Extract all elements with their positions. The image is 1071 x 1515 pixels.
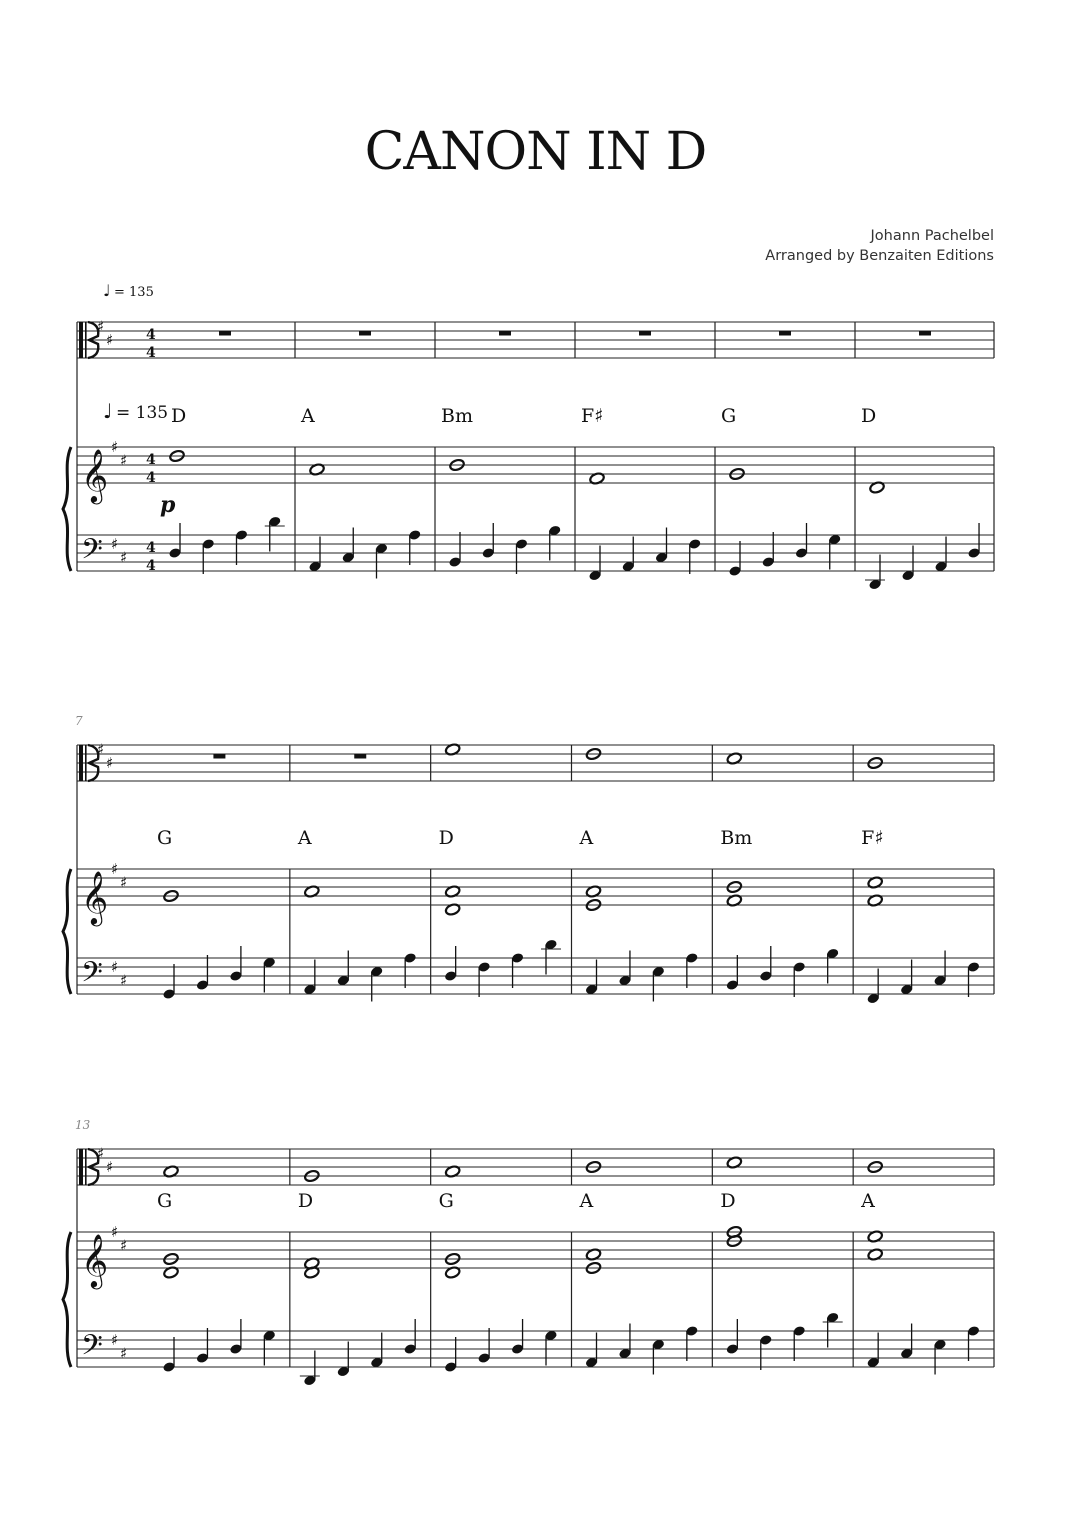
chord-symbol: F♯ [861, 827, 884, 849]
tempo-text: = 135 [116, 403, 169, 423]
treble-clef-icon: 𝄞 [81, 448, 109, 502]
bass-clef-icon: 𝄢 [81, 533, 103, 573]
chord-symbol: D [861, 405, 877, 427]
chord-symbol: A [301, 405, 315, 427]
chord-symbol: G [721, 405, 737, 427]
whole-rest [779, 331, 791, 336]
time-sig-top: 4 [146, 452, 156, 468]
treble-staff [77, 1232, 994, 1268]
whole-rest [219, 331, 231, 336]
treble-staff [77, 869, 994, 905]
chord-symbol: A [579, 1190, 594, 1212]
sharp-icon: ♯ [111, 438, 119, 456]
sharp-icon: ♯ [97, 740, 105, 759]
arranger: Arranged by Benzaiten Editions [765, 248, 994, 264]
sharp-icon: ♯ [97, 1144, 105, 1163]
time-sig-bottom: 4 [146, 345, 156, 361]
viola-staff [77, 1149, 994, 1185]
whole-rest [354, 754, 366, 759]
sharp-icon: ♯ [97, 317, 105, 336]
time-sig-top: 4 [146, 327, 156, 343]
chord-symbol: G [157, 1190, 173, 1212]
chord-symbol: A [861, 1190, 875, 1212]
sharp-icon: ♯ [111, 1223, 119, 1241]
chord-symbol: D [438, 827, 454, 849]
sharp-icon: ♯ [106, 754, 114, 772]
sharp-icon: ♯ [120, 548, 128, 567]
time-sig-top: 4 [146, 540, 156, 556]
chord-symbol: D [297, 1190, 314, 1212]
sharp-icon: ♯ [120, 1344, 128, 1363]
sharp-icon: ♯ [106, 1158, 114, 1176]
treble-clef-icon: 𝄞 [81, 1233, 109, 1287]
sharp-icon: ♯ [120, 873, 128, 892]
brace [63, 447, 71, 571]
chord-symbol: Bm [441, 405, 473, 427]
chord-symbol: Bm [720, 827, 753, 849]
page-title: CANON IN D [364, 122, 707, 182]
measure-number: 7 [75, 714, 83, 728]
tempo-note-icon: ♩ [103, 399, 113, 423]
bass-clef-icon: 𝄢 [81, 956, 103, 996]
tempo-text: = 135 [114, 285, 154, 300]
bass-staff [77, 958, 994, 994]
measure-number: 13 [75, 1118, 91, 1132]
bass-clef-icon: 𝄢 [81, 1329, 103, 1369]
bass-staff [77, 1331, 994, 1367]
sharp-icon: ♯ [120, 971, 128, 990]
sharp-icon: ♯ [111, 860, 119, 878]
whole-rest [213, 754, 225, 759]
sharp-icon: ♯ [111, 958, 119, 976]
time-sig-bottom: 4 [146, 558, 156, 574]
whole-rest [919, 331, 931, 336]
sharp-icon: ♯ [120, 1236, 128, 1255]
sharp-icon: ♯ [111, 535, 119, 553]
viola-staff [77, 322, 994, 358]
bass-staff [77, 535, 994, 571]
viola-staff [77, 745, 994, 781]
sharp-icon: ♯ [120, 451, 128, 470]
chord-symbol: D [171, 405, 187, 427]
chord-symbol: G [157, 827, 173, 849]
sharp-icon: ♯ [106, 331, 114, 349]
chord-symbol: F♯ [581, 405, 604, 427]
sharp-icon: ♯ [111, 1331, 119, 1349]
dynamic-marking: p [160, 492, 176, 518]
whole-rest [639, 331, 651, 336]
chord-symbol: G [438, 1190, 454, 1212]
treble-staff [77, 447, 994, 483]
brace [63, 869, 71, 994]
whole-rest [359, 331, 371, 336]
treble-clef-icon: 𝄞 [81, 870, 109, 924]
chord-symbol: A [297, 827, 312, 849]
composer: Johann Pachelbel [870, 228, 994, 244]
chord-symbol: D [720, 1190, 736, 1212]
time-sig-bottom: 4 [146, 470, 156, 486]
chord-symbol: A [579, 827, 594, 849]
brace [63, 1232, 71, 1367]
tempo-note-icon: ♩ [103, 281, 111, 300]
whole-rest [499, 331, 511, 336]
